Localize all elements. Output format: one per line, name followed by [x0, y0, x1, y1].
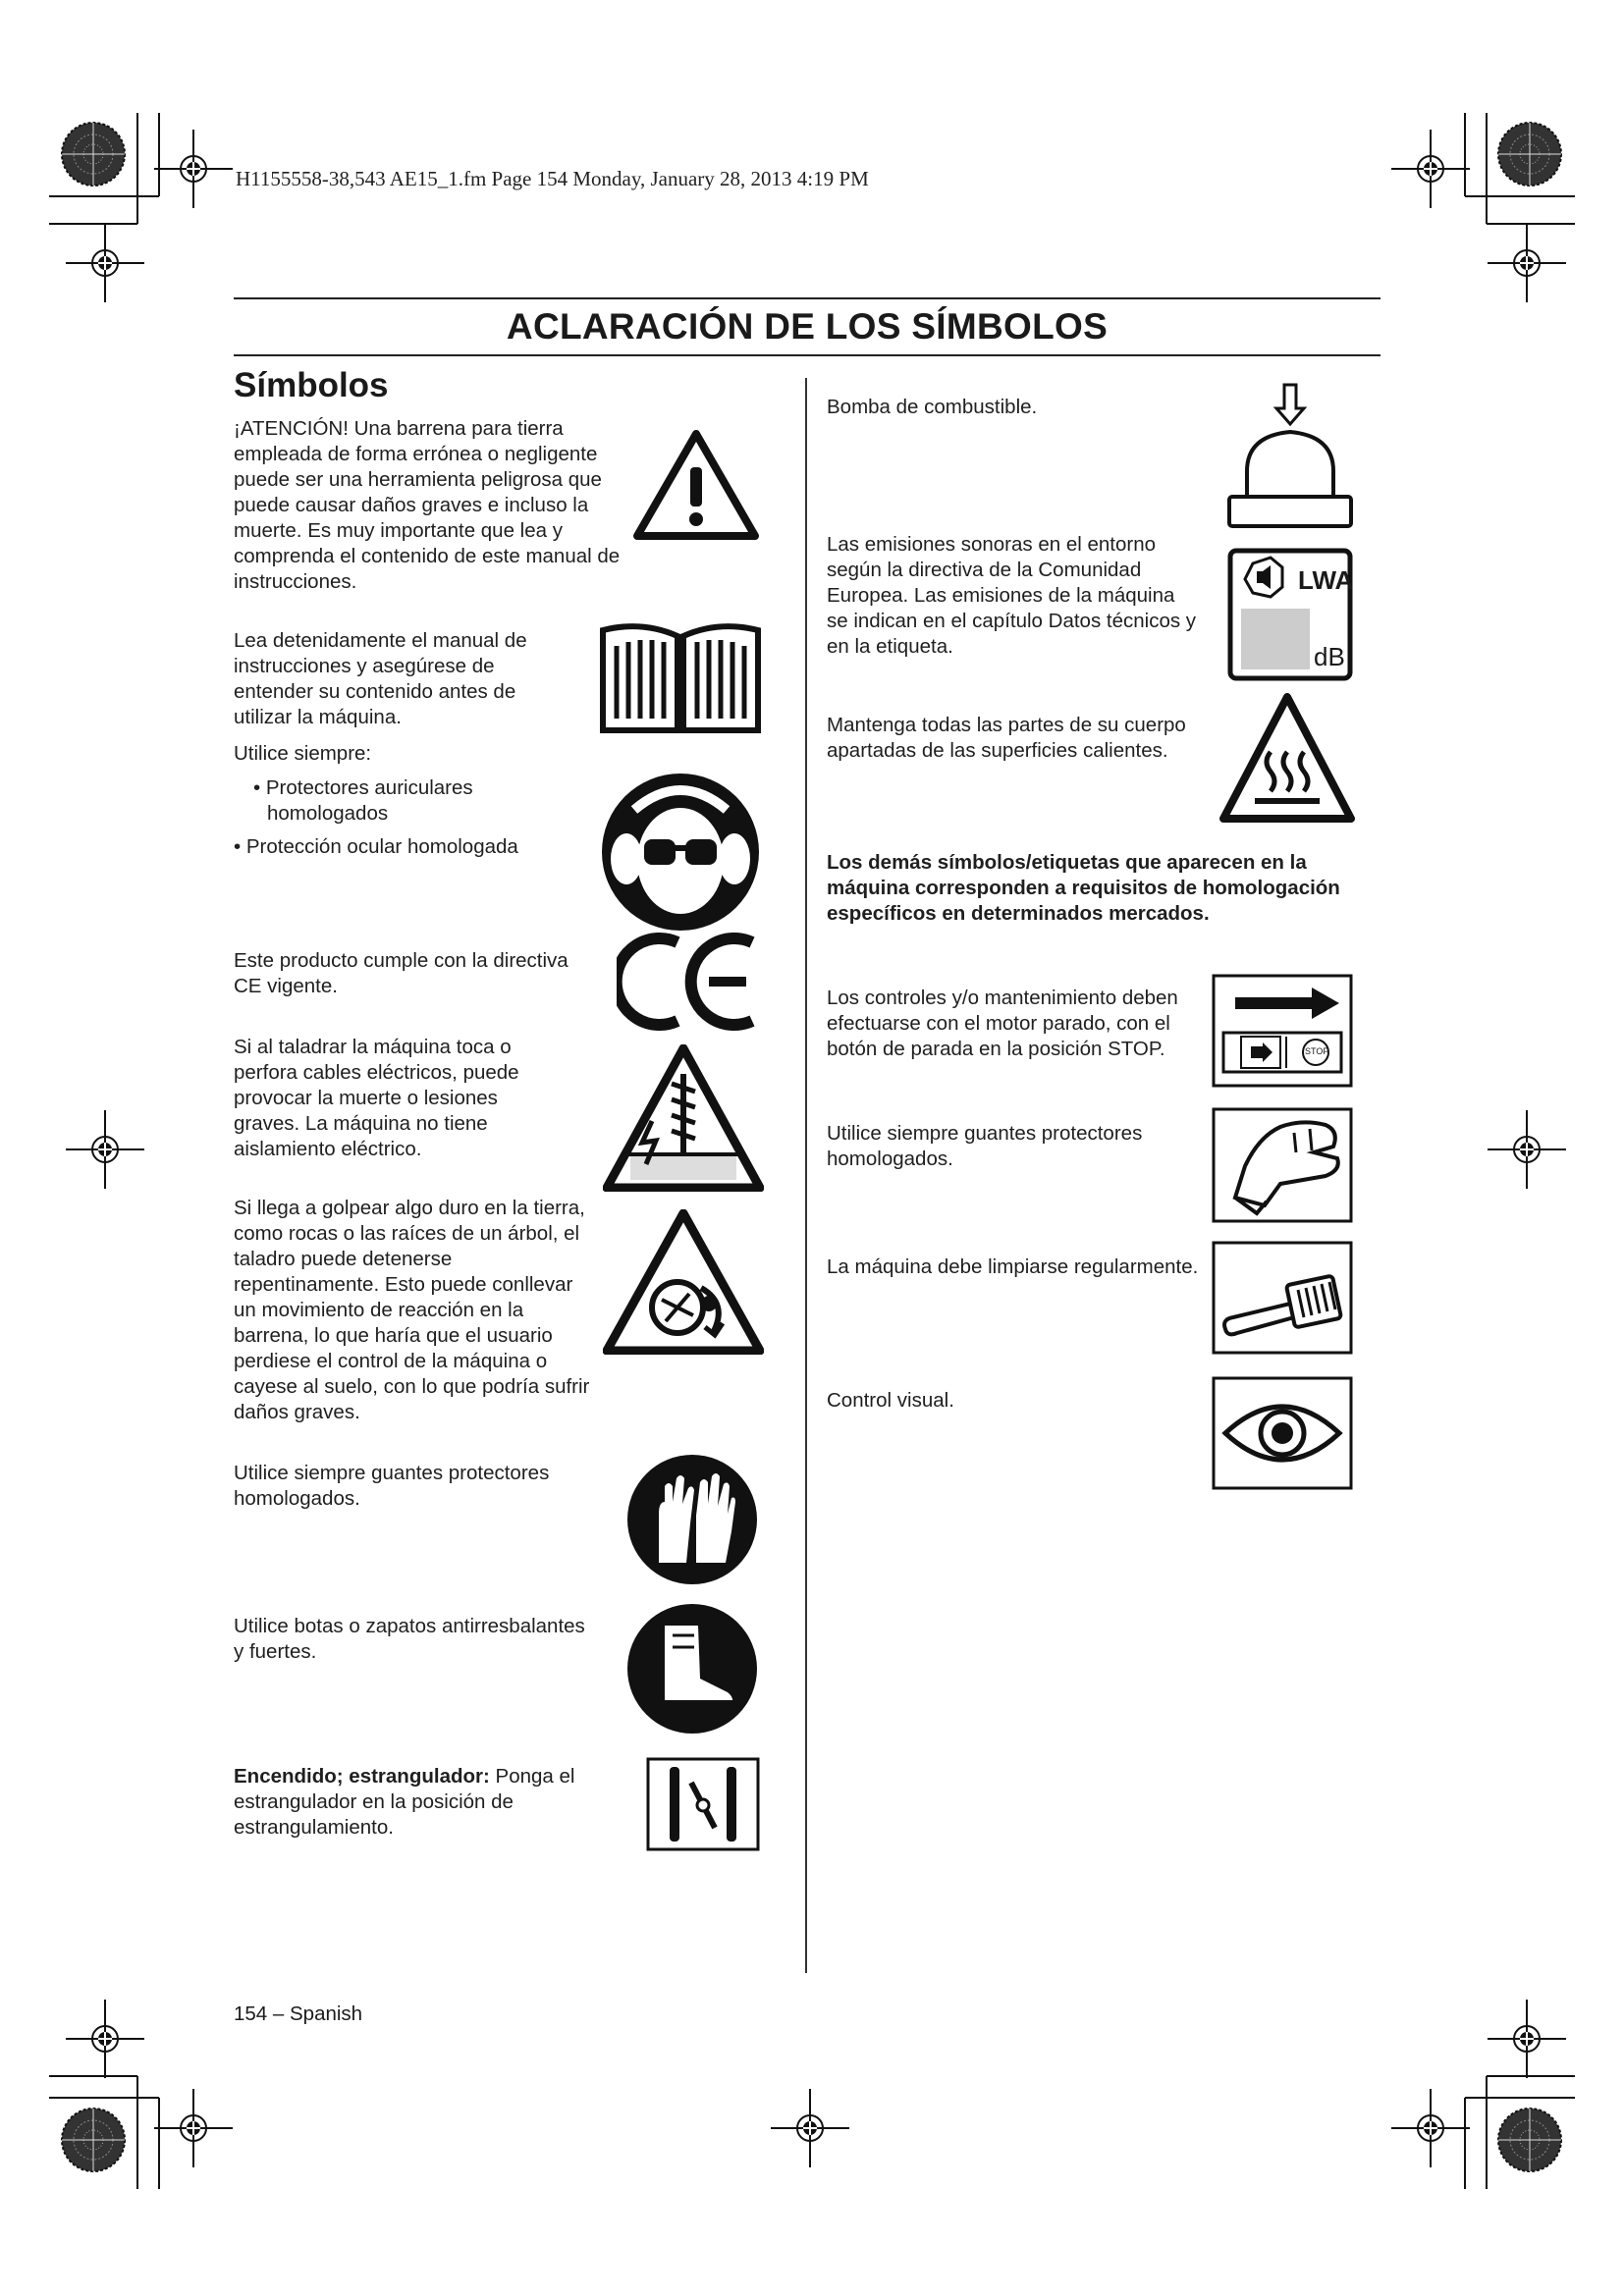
cleaning-paragraph: La máquina debe limpiarse regularmente. — [827, 1255, 1199, 1278]
page-footer: 154 – Spanish — [234, 2002, 363, 2025]
file-header-stamp: H1155558-38,543 AE15_1.fm Page 154 Monday, January 28, 2013 4:19 PM — [236, 167, 869, 190]
column-divider — [805, 378, 807, 1973]
choke-description: Ponga el estrangulador en la posición de estrangulamiento. — [234, 1765, 575, 1839]
electric-paragraph: Si al taladrar la máquina toca o perfora cables eléctricos, puede provocar la muerte o lesiones graves. La máquina no tiene aislamiento eléctrico. — [234, 1036, 519, 1160]
hot-surface-warning-icon — [1219, 693, 1355, 823]
always-use-label: Utilice siempre: — [234, 742, 372, 765]
bullet-ear-protection: • Protectores auriculares homologados — [253, 776, 473, 825]
eye-icon — [1212, 1376, 1353, 1490]
other-symbols-note: Los demás símbolos/etiquetas que aparecen en la máquina corresponden a requisitos de homologación específicos en determinados mercados. — [827, 851, 1340, 925]
ear-eye-protection-icon — [599, 771, 762, 934]
manual-paragraph: Lea detenidamente el manual de instrucciones y asegúrese de entender su contenido antes de utilizar la máquina. — [234, 629, 527, 728]
choke-label: Encendido; estrangulador: — [234, 1765, 490, 1788]
section-title: Símbolos — [234, 366, 389, 404]
fuel-pump-primer-icon — [1225, 381, 1355, 530]
hot-surface-paragraph: Mantenga todas las partes de su cuerpo apartadas de las superficies calientes. — [827, 714, 1186, 762]
kickback-paragraph: Si llega a golpear algo duro en la tierra, como rocas o las raíces de un árbol, el taladro puede detenerse repentinamente. Esto puede conllevar un movimiento de reacción en la barrena, lo que haría que el usuario perdiese el control de la máquina o cayese al suelo, con lo que podría sufrir daños graves. — [234, 1197, 590, 1423]
db-label: dB — [1314, 642, 1345, 671]
protective-gloves-icon — [625, 1453, 759, 1586]
choke-paragraph — [234, 1764, 617, 1841]
visual-control-label: Control visual. — [827, 1389, 954, 1412]
stop-paragraph: Los controles y/o mantenimiento deben efectuarse con el motor parado, con el botón de parada en la posición STOP. — [827, 987, 1178, 1060]
kickback-warning-icon — [603, 1209, 764, 1355]
noise-emission-label-icon — [1227, 548, 1353, 681]
ce-mark-icon — [617, 933, 762, 1031]
fuel-pump-label: Bomba de combustible. — [827, 396, 1038, 418]
read-manual-book-icon — [599, 616, 762, 734]
electric-shock-warning-icon — [603, 1044, 764, 1192]
title-rule-top — [234, 297, 1380, 299]
cut-resistant-glove-icon — [1212, 1107, 1353, 1223]
warning-paragraph: ¡ATENCIÓN! Una barrena para tierra empleada de forma errónea o negligente puede ser una herramienta peligrosa que puede causar daños graves e incluso la muerte. Es muy importante que lea y comprenda el contenido de este manual de instrucciones. — [234, 417, 621, 593]
page-title: ACLARACIÓN DE LOS SÍMBOLOS — [506, 306, 1109, 347]
kickback-paragraph-part1 — [234, 1196, 597, 1425]
stop-position-icon — [1212, 974, 1353, 1088]
gloves-paragraph-left: Utilice siempre guantes protectores homologados. — [234, 1462, 550, 1510]
ce-paragraph: Este producto cumple con la directiva CE vigente. — [234, 949, 568, 997]
lwa-label: LWA — [1298, 565, 1354, 595]
protective-boots-icon — [625, 1602, 759, 1735]
noise-paragraph: Las emisiones sonoras en el entorno según la directiva de la Comunidad Europea. Las emisiones de la máquina se indican en el capítulo Datos técnicos y en la etiqueta. — [827, 533, 1197, 658]
cleaning-brush-icon — [1212, 1241, 1353, 1355]
bullet-eye-protection: • Protección ocular homologada — [234, 835, 518, 858]
warning-triangle-icon — [633, 430, 759, 540]
stop-button-label: STOP — [1305, 1046, 1329, 1056]
choke-icon — [646, 1757, 760, 1851]
boots-paragraph: Utilice botas o zapatos antirresbalantes y fuertes. — [234, 1615, 585, 1663]
gloves-paragraph-right: Utilice siempre guantes protectores homologados. — [827, 1122, 1143, 1170]
title-rule-bottom — [234, 354, 1380, 356]
